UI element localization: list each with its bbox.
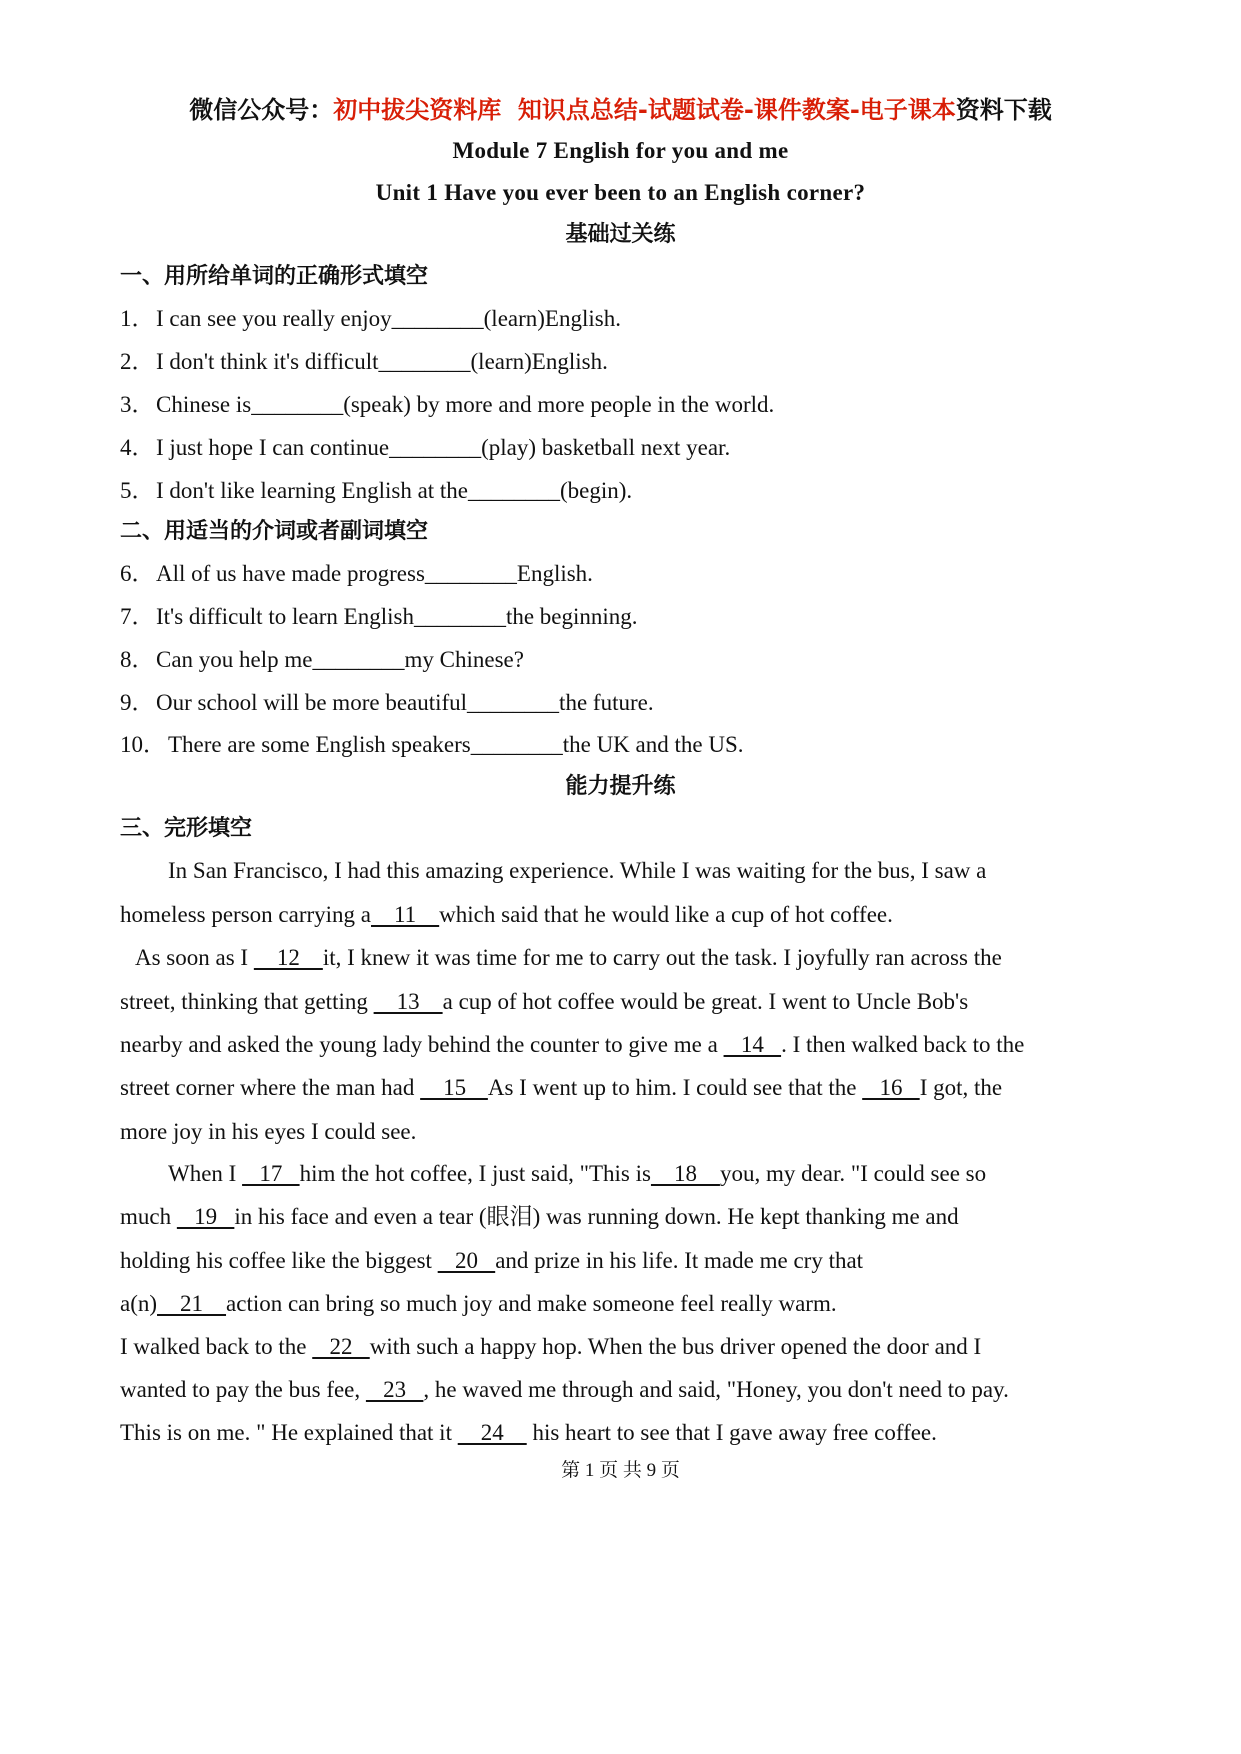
passage-line-10 xyxy=(120,1246,863,1276)
question-3 xyxy=(120,390,774,420)
blank-16: 16 xyxy=(862,1075,920,1100)
question-text: All of us have made progress________English. xyxy=(156,561,593,586)
question-number: 6． xyxy=(120,561,155,586)
question-9 xyxy=(120,688,654,718)
question-number: 9． xyxy=(120,690,155,715)
passage-text: nearby and asked the young lady behind the counter to give me a xyxy=(120,1032,724,1057)
passage-text: his heart to see that I gave away free coffee. xyxy=(526,1420,937,1445)
module-title: Module 7 English for you and me xyxy=(452,138,789,163)
passage-text: When I xyxy=(168,1161,243,1186)
question-number: 3． xyxy=(120,392,155,417)
passage-text: I walked back to the xyxy=(120,1334,313,1359)
question-text: There are some English speakers________the UK and the US. xyxy=(168,732,744,757)
question-4 xyxy=(120,433,730,463)
question-number: 1． xyxy=(120,306,155,331)
passage-line-7: more joy in his eyes I could see. xyxy=(120,1119,417,1144)
question-number: 4． xyxy=(120,435,155,460)
passage-text: in his face and even a tear (眼泪) was running down. He kept thanking me and xyxy=(234,1204,959,1229)
question-7 xyxy=(120,602,638,632)
passage-text: holding his coffee like the biggest xyxy=(120,1248,438,1273)
question-text: I don't like learning English at the________(begin). xyxy=(156,478,633,503)
passage-line-13 xyxy=(120,1375,1009,1405)
question-number: 2． xyxy=(120,349,155,374)
blank-13: 13 xyxy=(373,989,443,1014)
header-banner xyxy=(0,95,1241,125)
header-prefix: 微信公众号： xyxy=(189,96,334,124)
passage-text: him the hot coffee, I just said, "This is xyxy=(299,1161,651,1186)
blank-17: 17 xyxy=(242,1161,300,1186)
passage-text: street, thinking that getting xyxy=(120,989,374,1014)
question-2 xyxy=(120,347,608,377)
passage-text: with such a happy hop. When the bus driver opened the door and I xyxy=(369,1334,982,1359)
passage-text: As soon as I xyxy=(135,945,254,970)
passage-text: This is on me. " He explained that it xyxy=(120,1420,458,1445)
question-number: 7． xyxy=(120,604,155,629)
passage-text: As I went up to him. I could see that the xyxy=(487,1075,863,1100)
passage-text: action can bring so much joy and make someone feel really warm. xyxy=(226,1291,837,1316)
passage-text: a cup of hot coffee would be great. I went to Uncle Bob's xyxy=(442,989,969,1014)
blank-24: 24 xyxy=(457,1420,527,1445)
part1-heading: 一、用所给单词的正确形式填空 xyxy=(120,264,429,289)
question-text: It's difficult to learn English________the beginning. xyxy=(156,604,638,629)
blank-15: 15 xyxy=(420,1075,488,1100)
passage-text: you, my dear. "I could see so xyxy=(719,1161,987,1186)
passage-text: , he waved me through and said, "Honey, you don't need to pay. xyxy=(423,1377,1009,1402)
passage-text: which said that he would like a cup of hot coffee. xyxy=(439,902,893,927)
section-advanced-heading: 能力提升练 xyxy=(565,774,676,799)
blank-23: 23 xyxy=(365,1377,424,1402)
passage-line-1: In San Francisco, I had this amazing experience. While I was waiting for the bus, I saw a xyxy=(168,858,987,883)
passage-text: I got, the xyxy=(919,1075,1003,1100)
blank-20: 20 xyxy=(437,1248,496,1273)
question-6 xyxy=(120,559,593,589)
blank-19: 19 xyxy=(176,1204,235,1229)
passage-line-14 xyxy=(120,1418,937,1448)
page-footer: 第 1 页 共 9 页 xyxy=(561,1460,680,1481)
header-red-text: 初中拔尖资料库 知识点总结-试题试卷-课件教案-电子课本 xyxy=(333,96,956,124)
blank-12: 12 xyxy=(253,945,323,970)
passage-line-12 xyxy=(120,1332,981,1362)
passage-text: much xyxy=(120,1204,177,1229)
blank-22: 22 xyxy=(312,1334,370,1359)
passage-line-5 xyxy=(120,1030,1024,1060)
header-suffix: 资料下载 xyxy=(955,96,1052,124)
unit-title: Unit 1 Have you ever been to an English corner? xyxy=(375,180,866,205)
passage-text: . I then walked back to the xyxy=(781,1032,1025,1057)
question-5 xyxy=(120,476,632,506)
question-text: I don't think it's difficult________(learn)English. xyxy=(156,349,608,374)
question-text: I can see you really enjoy________(learn)English. xyxy=(156,306,621,331)
passage-line-8 xyxy=(168,1159,986,1189)
blank-18: 18 xyxy=(650,1161,720,1186)
blank-21: 21 xyxy=(157,1291,227,1316)
passage-line-11 xyxy=(120,1289,837,1319)
question-number: 10． xyxy=(120,732,166,757)
passage-line-9 xyxy=(120,1202,959,1232)
question-text: I just hope I can continue________(play) basketball next year. xyxy=(156,435,731,460)
question-text: Our school will be more beautiful________the future. xyxy=(156,690,654,715)
passage-text: street corner where the man had xyxy=(120,1075,421,1100)
question-text: Can you help me________my Chinese? xyxy=(156,647,524,672)
passage-text: wanted to pay the bus fee, xyxy=(120,1377,366,1402)
question-1 xyxy=(120,304,621,334)
blank-11: 11 xyxy=(371,902,440,927)
passage-text: it, I knew it was time for me to carry out the task. I joyfully ran across the xyxy=(322,945,1002,970)
question-number: 8． xyxy=(120,647,155,672)
part2-heading: 二、用适当的介词或者副词填空 xyxy=(120,519,429,544)
question-10 xyxy=(120,730,744,760)
part3-heading: 三、完形填空 xyxy=(120,816,253,841)
section-basic-heading: 基础过关练 xyxy=(565,222,676,247)
passage-line-3 xyxy=(135,943,1002,973)
question-number: 5． xyxy=(120,478,155,503)
passage-text: and prize in his life. It made me cry that xyxy=(495,1248,864,1273)
passage-line-2 xyxy=(120,900,893,930)
passage-text: homeless person carrying a xyxy=(120,902,372,927)
passage-line-4 xyxy=(120,987,968,1017)
passage-line-6 xyxy=(120,1073,1002,1103)
question-8 xyxy=(120,645,524,675)
blank-14: 14 xyxy=(723,1032,782,1057)
question-text: Chinese is________(speak) by more and more people in the world. xyxy=(156,392,775,417)
passage-text: a(n) xyxy=(120,1291,158,1316)
